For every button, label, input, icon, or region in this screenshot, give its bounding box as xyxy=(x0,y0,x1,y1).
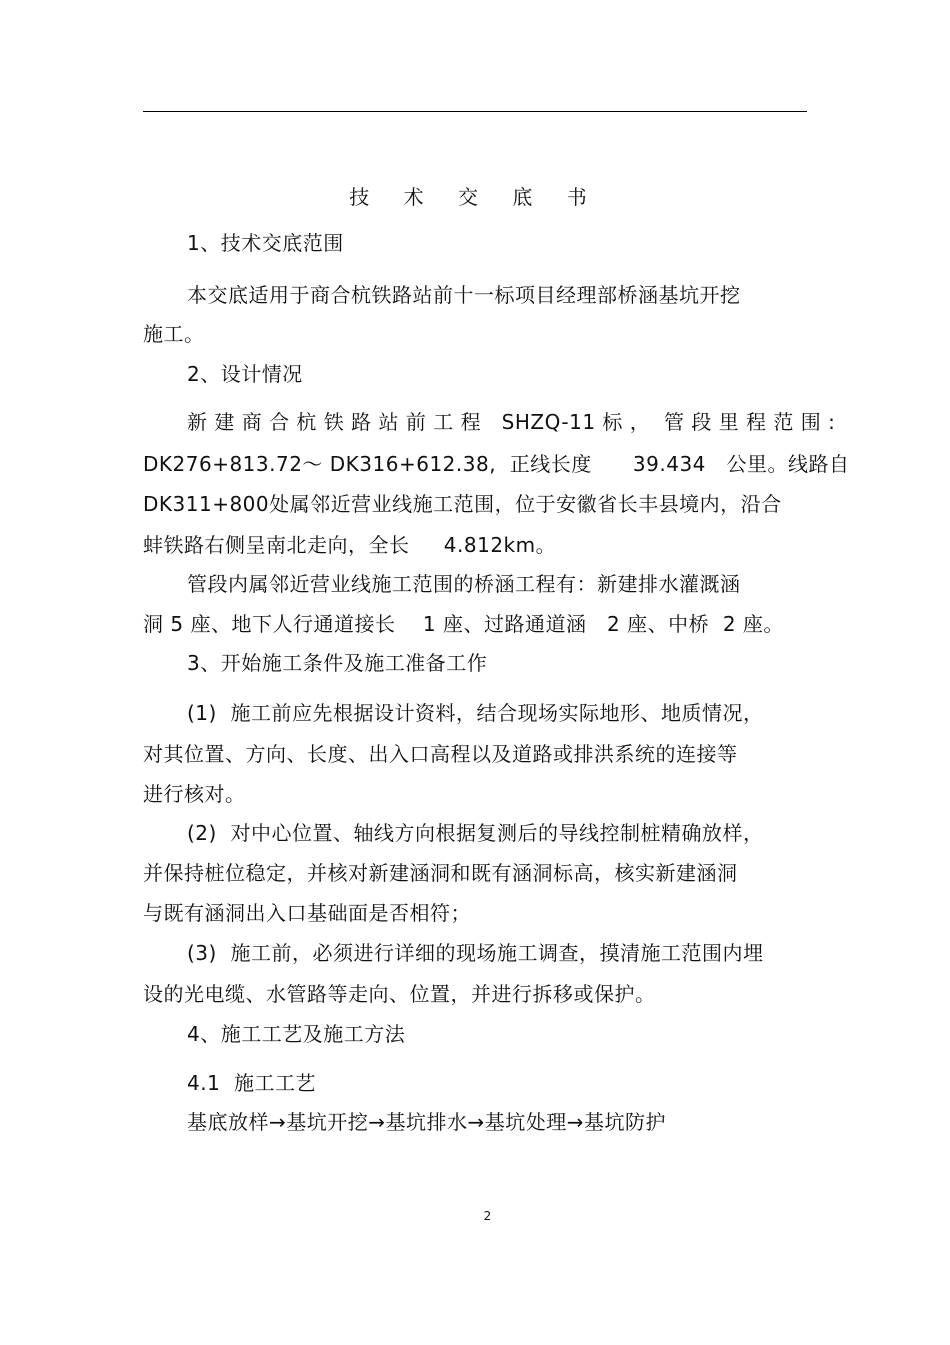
paragraph-line: 与既有涵洞出入口基础面是否相符； xyxy=(143,901,471,925)
paragraph-line: 本交底适用于商合杭铁路站前十一标项目经理部桥涵基坑开挖 xyxy=(187,283,741,307)
paragraph-line: 蚌铁路右侧呈南北走向，全长 4.812km。 xyxy=(143,533,557,557)
paragraph-line: 进行核对。 xyxy=(143,782,246,806)
paragraph-line: 对其位置、方向、长度、出入口高程以及道路或排洪系统的连接等 xyxy=(143,742,738,766)
paragraph-line: 施工。 xyxy=(143,322,205,346)
header-rule xyxy=(143,111,807,112)
paragraph-line: 洞 5 座、地下人行通道接长 1 座、过路通道涵 2 座、中桥 2 座。 xyxy=(143,612,784,636)
paragraph-line: 新 建 商 合 杭 铁 路 站 前 工 程 SHZQ-11 标 ， 管 段 里 程 范 围 : xyxy=(187,410,836,434)
paragraph-line: (3) 施工前，必须进行详细的现场施工调查，摸清施工范围内埋 xyxy=(187,941,764,965)
page-number: 2 xyxy=(483,1209,492,1223)
paragraph-line: (1) 施工前应先根据设计资料，结合现场实际地形、地质情况， xyxy=(187,701,764,725)
document-title: 技 术 交 底 书 xyxy=(349,185,601,209)
paragraph-line: 设的光电缆、水管路等走向、位置，并进行拆移或保护。 xyxy=(143,982,656,1006)
paragraph-line: 并保持桩位稳定，并核对新建涵洞和既有涵洞标高，核实新建涵洞 xyxy=(143,861,738,885)
section-heading-3: 3、开始施工条件及施工准备工作 xyxy=(187,651,488,675)
subsection-heading: 4.1 施工工艺 xyxy=(187,1071,317,1095)
section-heading-4: 4、施工工艺及施工方法 xyxy=(187,1022,406,1046)
section-heading-2: 2、设计情况 xyxy=(187,362,303,386)
paragraph-line: DK311+800处属邻近营业线施工范围，位于安徽省长丰县境内，沿合 xyxy=(143,492,782,516)
paragraph-line: (2) 对中心位置、轴线方向根据复测后的导线控制桩精确放样， xyxy=(187,821,764,845)
process-flow-line: 基底放样→基坑开挖→基坑排水→基坑处理→基坑防护 xyxy=(187,1110,667,1134)
paragraph-line: 管段内属邻近营业线施工范围的桥涵工程有：新建排水灌溉涵 xyxy=(187,572,741,596)
paragraph-line: DK276+813.72～ DK316+612.38, 正线长度 39.434 公里。线路自 xyxy=(143,452,850,476)
section-heading-1: 1、技术交底范围 xyxy=(187,231,344,255)
